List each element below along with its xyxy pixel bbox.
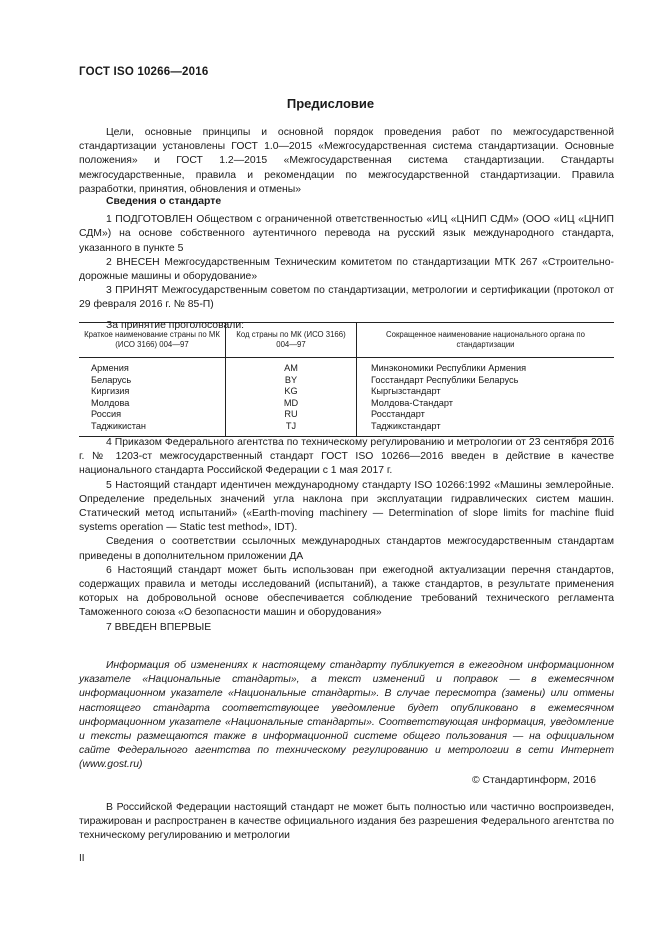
copyright-line: © Стандартинформ, 2016	[472, 775, 597, 786]
table-row	[79, 398, 614, 410]
item-5: 5 Настоящий стандарт идентичен международному стандарту ISO 10266:1992 «Машины землеройные. Определение предельных значений угла наклона при эксплуатации гидравлических систем машин. Статический метод испытаний» («Earth-moving machinery — Determination of slope limits for machine fluid systems operation — Static test method», IDT).	[79, 479, 614, 534]
country-cell: Киргизия	[79, 386, 226, 398]
items-section	[79, 436, 614, 635]
country-cell: Таджикистан	[79, 421, 226, 436]
page-title: Предисловие	[286, 96, 375, 111]
country-cell: Беларусь	[79, 375, 226, 387]
authority-cell: Таджикстандарт	[357, 421, 615, 436]
changes-notice	[79, 659, 614, 773]
reproduction-paragraph: В Российской Федерации настоящий стандарт не может быть полностью или частично воспроизведен, тиражирован и распространен в качестве официального издания без разрешения Федерального агентства по техническому регулированию и метрологии	[79, 802, 614, 842]
authority-cell: Росстандарт	[371, 409, 425, 420]
item-4: 4 Приказом Федерального агентства по техническому регулированию и метрологии от 23 сентября 2016 г. № 1203-ст межгосударственный стандарт ГОСТ ISO 10266—2016 введен в действие в качестве национального стандарта Российской Федерации с 1 мая 2017 г.	[79, 437, 614, 477]
table-header-row	[79, 323, 614, 358]
item-1: 1 ПОДГОТОВЛЕН Обществом с ограниченной ответственностью «ИЦ «ЦНИП СДМ» (ООО «ИЦ «ЦНИП СДМ») на основе собственного аутентичного перевода на русский язык международного стандарта, указанного в пункте 5	[79, 214, 614, 254]
table-row	[79, 421, 614, 436]
table-row	[79, 409, 614, 421]
item-2: 2 ВНЕСЕН Межгосударственным Техническим комитетом по стандартизации МТК 267 «Строительно-дорожные машины и оборудование»	[79, 256, 614, 283]
authority-cell: Молдова-Стандарт	[371, 397, 453, 408]
country-cell: Россия	[79, 409, 226, 421]
country-cell: Молдова	[79, 398, 226, 410]
table-row	[79, 375, 614, 387]
item-6: 6 Настоящий стандарт может быть использован при ежегодной актуализации перечня стандартов, содержащих правила и методы исследований (испытаний), а также стандартов, в результате применения которых на добровольной основе обеспечивается соблюдение требований технического регламента Таможенного союза «О безопасности машин и оборудования»	[79, 564, 614, 619]
item-5-references: Сведения о соответствии ссылочных международных стандартов межгосударственным стандартам приведены в дополнительном приложении ДА	[79, 536, 614, 562]
intro-section	[79, 126, 614, 197]
page-number: II	[79, 853, 85, 864]
authority-cell: Кыргызстандарт	[371, 386, 441, 397]
item-3: 3 ПРИНЯТ Межгосударственным советом по стандартизации, метрологии и сертификации (протокол от 29 февраля 2016 г. № 85-П)	[79, 285, 614, 311]
item-7: 7 ВВЕДЕН ВПЕРВЫЕ	[106, 621, 212, 633]
country-cell: Армения	[79, 358, 226, 375]
code-cell: BY	[226, 375, 357, 387]
authority-cell: Госстандарт Республики Беларусь	[371, 374, 519, 385]
document-header: ГОСТ ISO 10266—2016	[79, 66, 209, 78]
code-cell: AM	[226, 358, 357, 375]
column-header-code: Код страны по МК (ИСО 3166) 004—97	[226, 323, 357, 358]
countries-table	[79, 322, 614, 437]
authority-cell: Минэкономики Республики Армения	[371, 363, 527, 373]
code-cell: MD	[226, 398, 357, 410]
code-cell: TJ	[226, 421, 357, 436]
column-header-authority: Сокращенное наименование национального органа по стандартизации	[357, 323, 615, 358]
code-cell: KG	[226, 386, 357, 398]
standard-info-section	[79, 195, 614, 333]
intro-paragraph: Цели, основные принципы и основной порядок проведения работ по межгосударственной стандартизации установлены ГОСТ 1.0—2015 «Межгосударственная система стандартизации. Основные положения» и ГОСТ 1.2—2015 «Межгосударственная система стандартизации. Стандарты межгосударственные, правила и рекомендации по межгосударственной стандартизации. Правила разработки, принятия, обновления и отмены»	[79, 127, 614, 195]
code-cell: RU	[226, 409, 357, 421]
info-heading: Сведения о стандарте	[106, 196, 222, 207]
voted-label: За принятие проголосовали:	[106, 319, 245, 331]
reproduction-notice	[79, 801, 614, 844]
column-header-country: Краткое наименование страны по МК (ИСО 3166) 004—97	[79, 323, 226, 358]
table-row	[79, 358, 614, 375]
notice-paragraph: Информация об изменениях к настоящему стандарту публикуется в ежегодном информационном указателе «Национальные стандарты», а текст изменений и поправок — в ежемесячном информационном указателе «Национальные стандарты». В случае пересмотра (замены) или отмены настоящего стандарта соответствующее уведомление будет опубликовано в ежемесячном информационном указателе «Национальные стандарты». Соответствующая информация, уведомление и тексты размещаются также в информационной системе общего пользования — на официальном сайте Федерального агентства по техническому регулированию и метрологии в сети Интернет (www.gost.ru)	[79, 660, 614, 771]
table-row	[79, 386, 614, 398]
